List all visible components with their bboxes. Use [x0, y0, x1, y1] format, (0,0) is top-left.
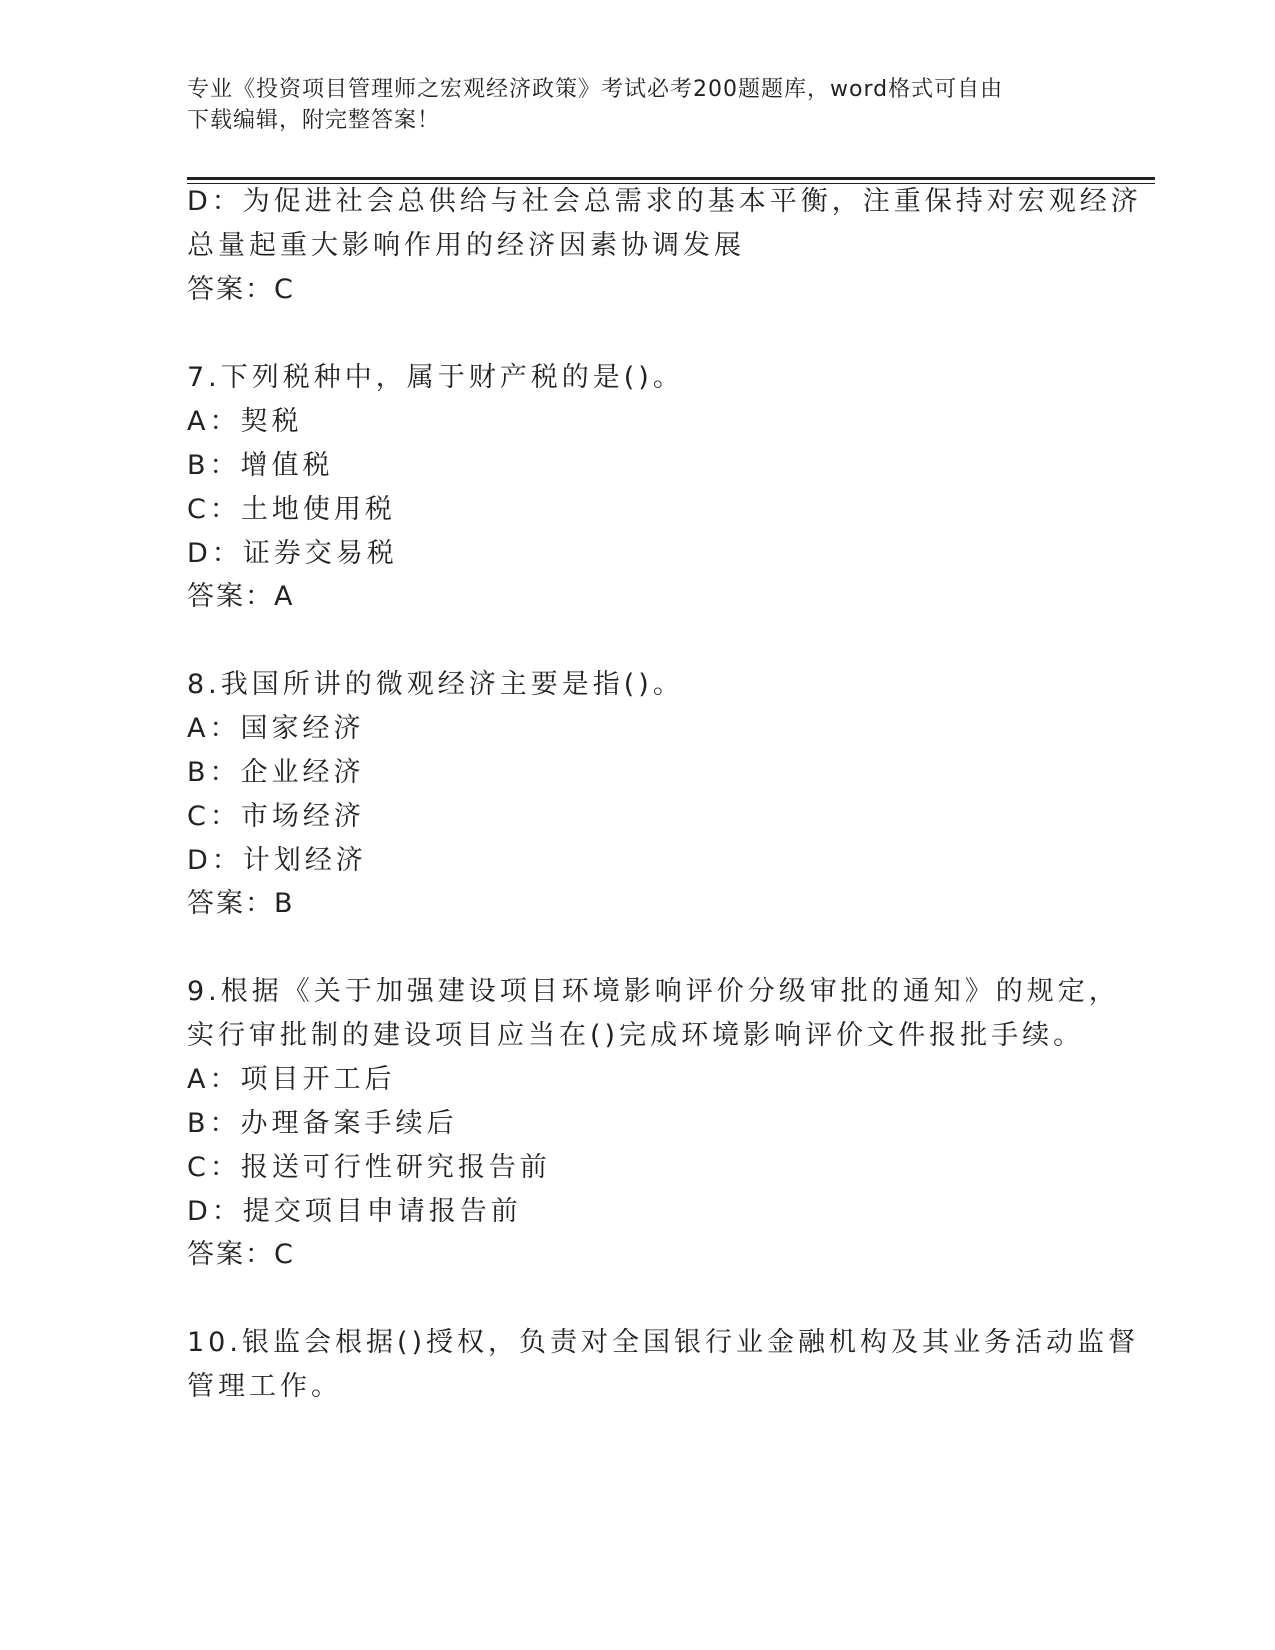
header-divider-thick: [187, 177, 1155, 180]
q6-option-d-line-2: 总量起重大影响作用的经济因素协调发展: [187, 230, 745, 261]
q8-option-b: B：企业经济: [187, 757, 365, 788]
q6-answer: 答案：C: [187, 274, 295, 305]
q8-option-c: C：市场经济: [187, 801, 365, 832]
q9-title-line-2: 实行审批制的建设项目应当在()完成环境影响评价文件报批手续。: [187, 1020, 1085, 1051]
q9-option-c: C：报送可行性研究报告前: [187, 1152, 551, 1183]
q10-title-line-2: 管理工作。: [187, 1371, 342, 1402]
header-line-2: 下载编辑，附完整答案！: [187, 108, 441, 133]
q9-option-b: B：办理备案手续后: [187, 1108, 458, 1139]
q9-answer: 答案：C: [187, 1239, 295, 1270]
q10-title-line-1: 10.银监会根据()授权，负责对全国银行业金融机构及其业务活动监督: [187, 1327, 1140, 1358]
q6-option-d-line-1: D：为促进社会总供给与社会总需求的基本平衡，注重保持对宏观经济: [187, 186, 1142, 217]
q9-option-d: D：提交项目申请报告前: [187, 1196, 522, 1227]
header-line-1: 专业《投资项目管理师之宏观经济政策》考试必考200题题库，word格式可自由: [187, 77, 1004, 102]
q7-answer: 答案：A: [187, 581, 295, 612]
q8-title: 8.我国所讲的微观经济主要是指()。: [187, 669, 684, 700]
q8-answer: 答案：B: [187, 888, 295, 919]
q7-option-c: C：土地使用税: [187, 494, 396, 525]
q9-title-line-1: 9.根据《关于加强建设项目环境影响评价分级审批的通知》的规定，: [187, 976, 1120, 1007]
q7-option-d: D：证券交易税: [187, 538, 398, 569]
q7-option-b: B：增值税: [187, 450, 334, 481]
q9-option-a: A：项目开工后: [187, 1064, 396, 1095]
q7-title: 7.下列税种中，属于财产税的是()。: [187, 362, 684, 393]
header-divider-thin: [187, 183, 1155, 184]
document-header: [187, 74, 1087, 136]
q7-option-a: A：契税: [187, 406, 303, 437]
q8-option-d: D：计划经济: [187, 845, 367, 876]
q8-option-a: A：国家经济: [187, 713, 365, 744]
